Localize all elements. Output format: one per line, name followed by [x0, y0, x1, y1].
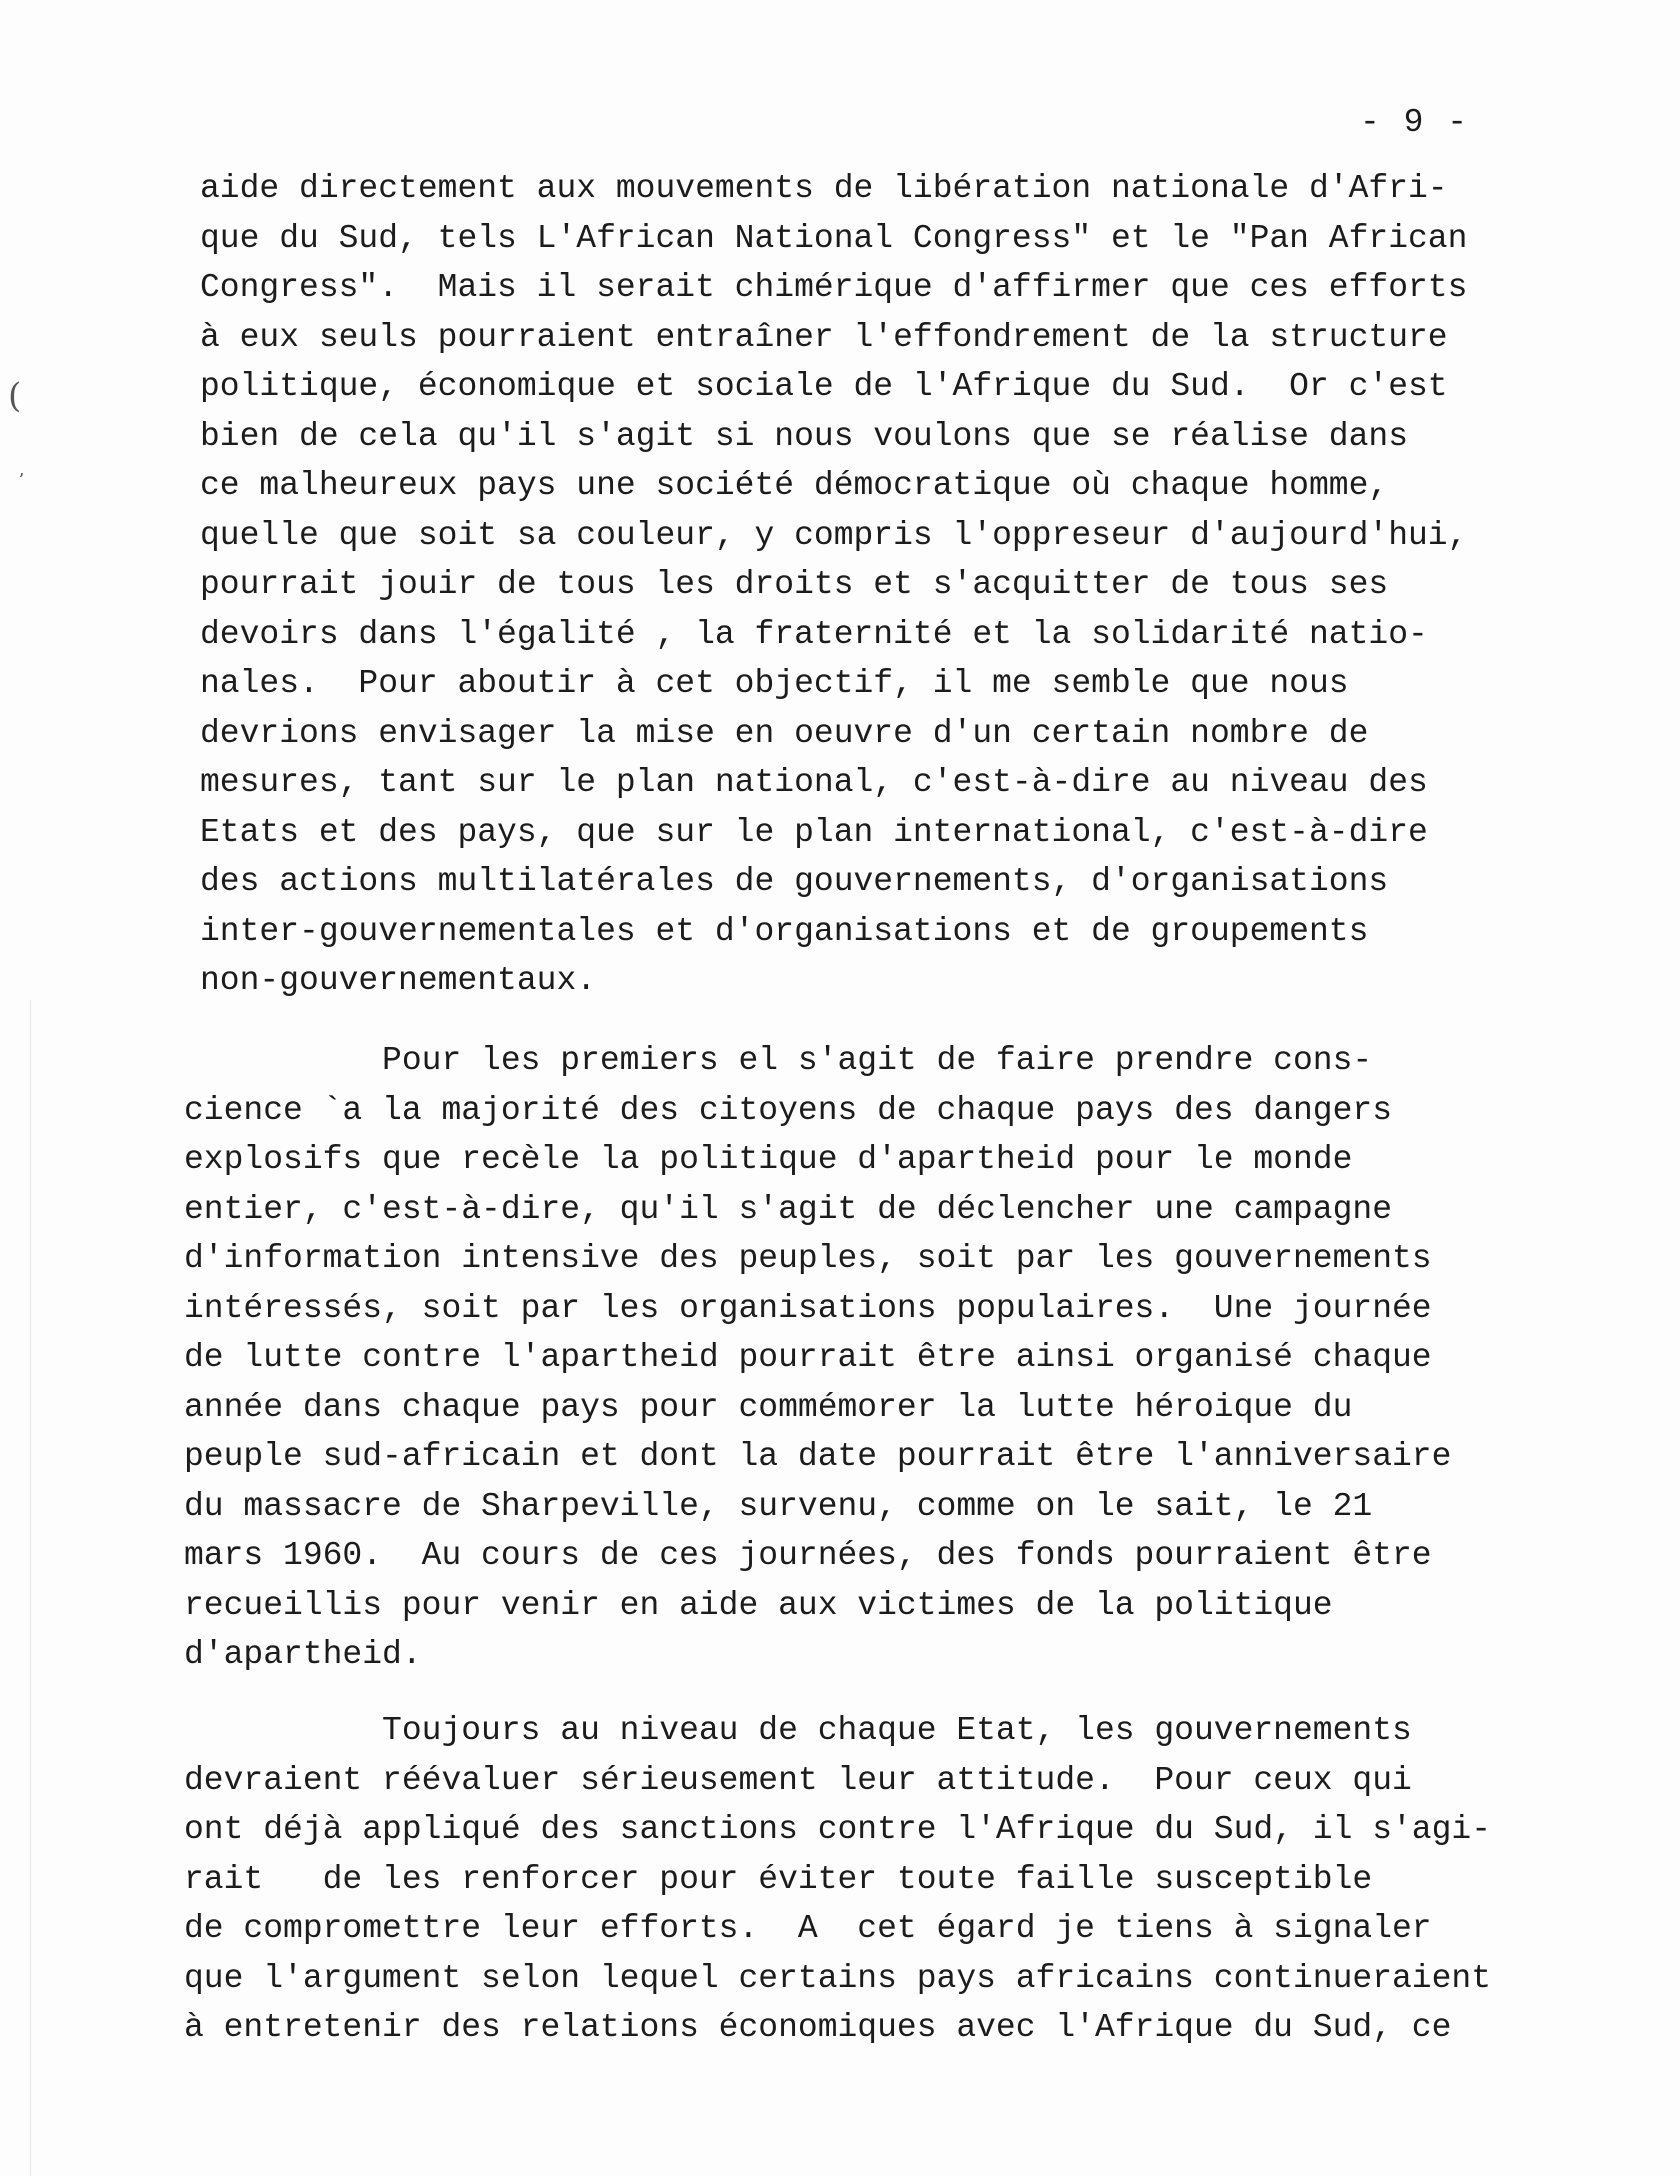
- text-line: d'apartheid.: [184, 1636, 422, 1673]
- margin-mark: (: [8, 376, 22, 416]
- text-line: pourrait jouir de tous les droits et s'acquitter de tous ses: [200, 566, 1389, 603]
- text-line: recueillis pour venir en aide aux victimes de la politique: [184, 1586, 1333, 1624]
- text-line: politique, économique et sociale de l'Afrique du Sud. Or c'est: [200, 368, 1448, 405]
- text-line: explosifs que recèle la politique d'apartheid pour le monde: [184, 1141, 1353, 1178]
- text-line: Etats et des pays, que sur le plan international, c'est-à-dire: [200, 813, 1428, 851]
- text-line: nales. Pour aboutir à cet objectif, il me semble que nous: [200, 665, 1349, 702]
- page-number: - 9 -: [1360, 104, 1470, 141]
- text-line: bien de cela qu'il s'agit si nous voulons que se réalise dans: [200, 417, 1408, 455]
- text-line: Pour les premiers el s'agit de faire prendre cons-: [184, 1042, 1373, 1079]
- text-line: devrions envisager la mise en oeuvre d'un certain nombre de: [200, 714, 1369, 752]
- text-line: année dans chaque pays pour commémorer la lutte héroique du: [184, 1388, 1353, 1426]
- text-line: mars 1960. Au cours de ces journées, des fonds pourraient être: [184, 1537, 1432, 1574]
- text-line: entier, c'est-à-dire, qu'il s'agit de déclencher une campagne: [184, 1190, 1392, 1228]
- margin-mark: ʼ: [18, 470, 24, 491]
- text-line: à entretenir des relations économiques avec l'Afrique du Sud, ce: [184, 2009, 1452, 2046]
- text-line: rait de les renforcer pour éviter toute faille susceptible: [184, 1860, 1373, 1898]
- text-line: devoirs dans l'égalité , la fraternité et la solidarité natio-: [200, 615, 1428, 653]
- text-line: aide directement aux mouvements de libération nationale d'Afri-: [200, 170, 1448, 207]
- paragraph-government-sanctions: [184, 1706, 1544, 2053]
- text-line: inter-gouvernementales et d'organisations et de groupements: [200, 912, 1369, 950]
- text-line: que l'argument selon lequel certains pays africains continueraient: [184, 1959, 1492, 1997]
- text-line: Congress". Mais il serait chimérique d'affirmer que ces efforts: [200, 269, 1468, 306]
- text-line: ont déjà appliqué des sanctions contre l'Afrique du Sud, il s'agi-: [184, 1811, 1492, 1848]
- text-line: du massacre de Sharpeville, survenu, comme on le sait, le 21: [184, 1487, 1373, 1525]
- text-line: Toujours au niveau de chaque Etat, les gouvernements: [184, 1712, 1412, 1749]
- text-line: peuple sud-africain et dont la date pourrait être l'anniversaire: [184, 1438, 1452, 1475]
- text-line: devraient réévaluer sérieusement leur attitude. Pour ceux qui: [184, 1761, 1412, 1799]
- text-line: d'information intensive des peuples, soit par les gouvernements: [184, 1240, 1432, 1277]
- text-line: que du Sud, tels L'African National Congress" et le "Pan African: [200, 219, 1468, 257]
- text-line: des actions multilatérales de gouvernements, d'organisations: [200, 863, 1389, 900]
- text-line: quelle que soit sa couleur, y compris l'oppreseur d'aujourd'hui,: [200, 516, 1468, 554]
- text-line: ce malheureux pays une société démocratique où chaque homme,: [200, 467, 1389, 504]
- text-line: de compromettre leur efforts. A cet égard je tiens à signaler: [184, 1910, 1432, 1947]
- text-line: de lutte contre l'apartheid pourrait être ainsi organisé chaque: [184, 1339, 1432, 1376]
- text-line: mesures, tant sur le plan national, c'est-à-dire au niveau des: [200, 764, 1428, 801]
- text-line: à eux seuls pourraient entraîner l'effondrement de la structure: [200, 318, 1448, 356]
- paragraph-awareness-campaign: [184, 1036, 1544, 1680]
- text-line: intéressés, soit par les organisations populaires. Une journée: [184, 1289, 1432, 1327]
- paragraph-liberation-movements: [200, 164, 1560, 1006]
- text-line: non-gouvernementaux.: [200, 962, 597, 999]
- text-line: cience `a la majorité des citoyens de chaque pays des dangers: [184, 1091, 1392, 1129]
- scan-edge: [30, 1000, 31, 2176]
